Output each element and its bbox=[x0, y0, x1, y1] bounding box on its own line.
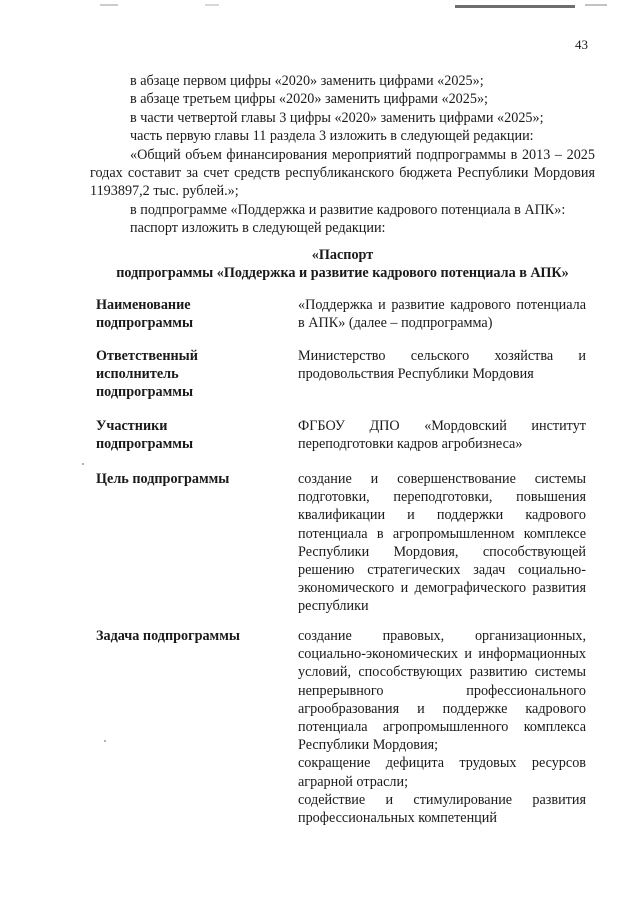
amendment-text bbox=[90, 72, 595, 238]
row-label: Ответственный исполнитель подпрограммы bbox=[96, 348, 198, 401]
paragraph: в абзаце первом цифры «2020» заменить цифрами «2025»; bbox=[130, 73, 484, 89]
row-label: Цель подпрограммы bbox=[96, 471, 230, 487]
scan-artifact bbox=[585, 4, 607, 6]
paragraph: паспорт изложить в следующей редакции: bbox=[130, 220, 386, 237]
page-number: 43 bbox=[575, 37, 588, 52]
paragraph: в подпрограмме «Поддержка и развитие кадрового потенциала в АПК»: bbox=[130, 201, 566, 218]
row-value bbox=[298, 470, 586, 616]
paragraph: часть первую главы 11 раздела 3 изложить в следующей редакции: bbox=[130, 128, 534, 145]
scan-artifact bbox=[100, 4, 118, 6]
row-label: Задача подпрограммы bbox=[96, 628, 240, 644]
row-value bbox=[298, 347, 586, 383]
value-paragraph: Министерство сельского хозяйства и продовольствия Республики Мордовия bbox=[298, 348, 586, 383]
scan-speck bbox=[104, 740, 106, 742]
row-value bbox=[298, 627, 586, 827]
row-label: Наименование подпрограммы bbox=[96, 297, 194, 332]
paragraph: «Общий объем финансирования мероприятий подпрограммы в 2013 – 2025 годах составит за счет средств республиканского бюджета Республики Мордовия 1193897,2 тыс. рублей.»; bbox=[90, 146, 595, 200]
scan-artifact bbox=[455, 5, 575, 8]
scan-speck bbox=[82, 463, 84, 465]
value-paragraph: ФГБОУ ДПО «Мордовский институт переподготовки кадров агробизнеса» bbox=[298, 418, 586, 453]
value-paragraph: создание правовых, организационных, социально-экономических и информационных условий, способствующих развитию системы непрерывного профессионального агрообразования и поддержке кадрового потенциала агропромышленного комплекса Республики Мордовия; bbox=[298, 628, 586, 754]
passport-title bbox=[90, 246, 595, 282]
passport-subtitle-line: подпрограммы «Поддержка и развитие кадрового потенциала в АПК» bbox=[116, 265, 569, 282]
scan-artifact bbox=[205, 4, 219, 6]
value-paragraph: сокращение дефицита трудовых ресурсов аграрной отрасли; bbox=[298, 755, 586, 790]
paragraph: в части четвертой главы 3 цифры «2020» заменить цифрами «2025»; bbox=[130, 109, 544, 126]
value-paragraph: создание и совершенствование системы подготовки, переподготовки, повышения квалификации и поддержки кадрового потенциала в агропромышленном комплексе Республики Мордовия, способствующей решению стратегических задач социально-экономического и демографического развития республики bbox=[298, 471, 586, 615]
row-label: Участники подпрограммы bbox=[96, 418, 194, 453]
row-value bbox=[298, 296, 586, 332]
value-paragraph: «Поддержка и развитие кадрового потенциала в АПК» (далее – подпрограмма) bbox=[298, 297, 586, 332]
row-value bbox=[298, 417, 586, 453]
paragraph: в абзаце третьем цифры «2020» заменить цифрами «2025»; bbox=[130, 91, 488, 108]
value-paragraph: содействие и стимулирование развития профессиональных компетенций bbox=[298, 791, 586, 827]
passport-title-line: «Паспорт bbox=[311, 247, 374, 263]
